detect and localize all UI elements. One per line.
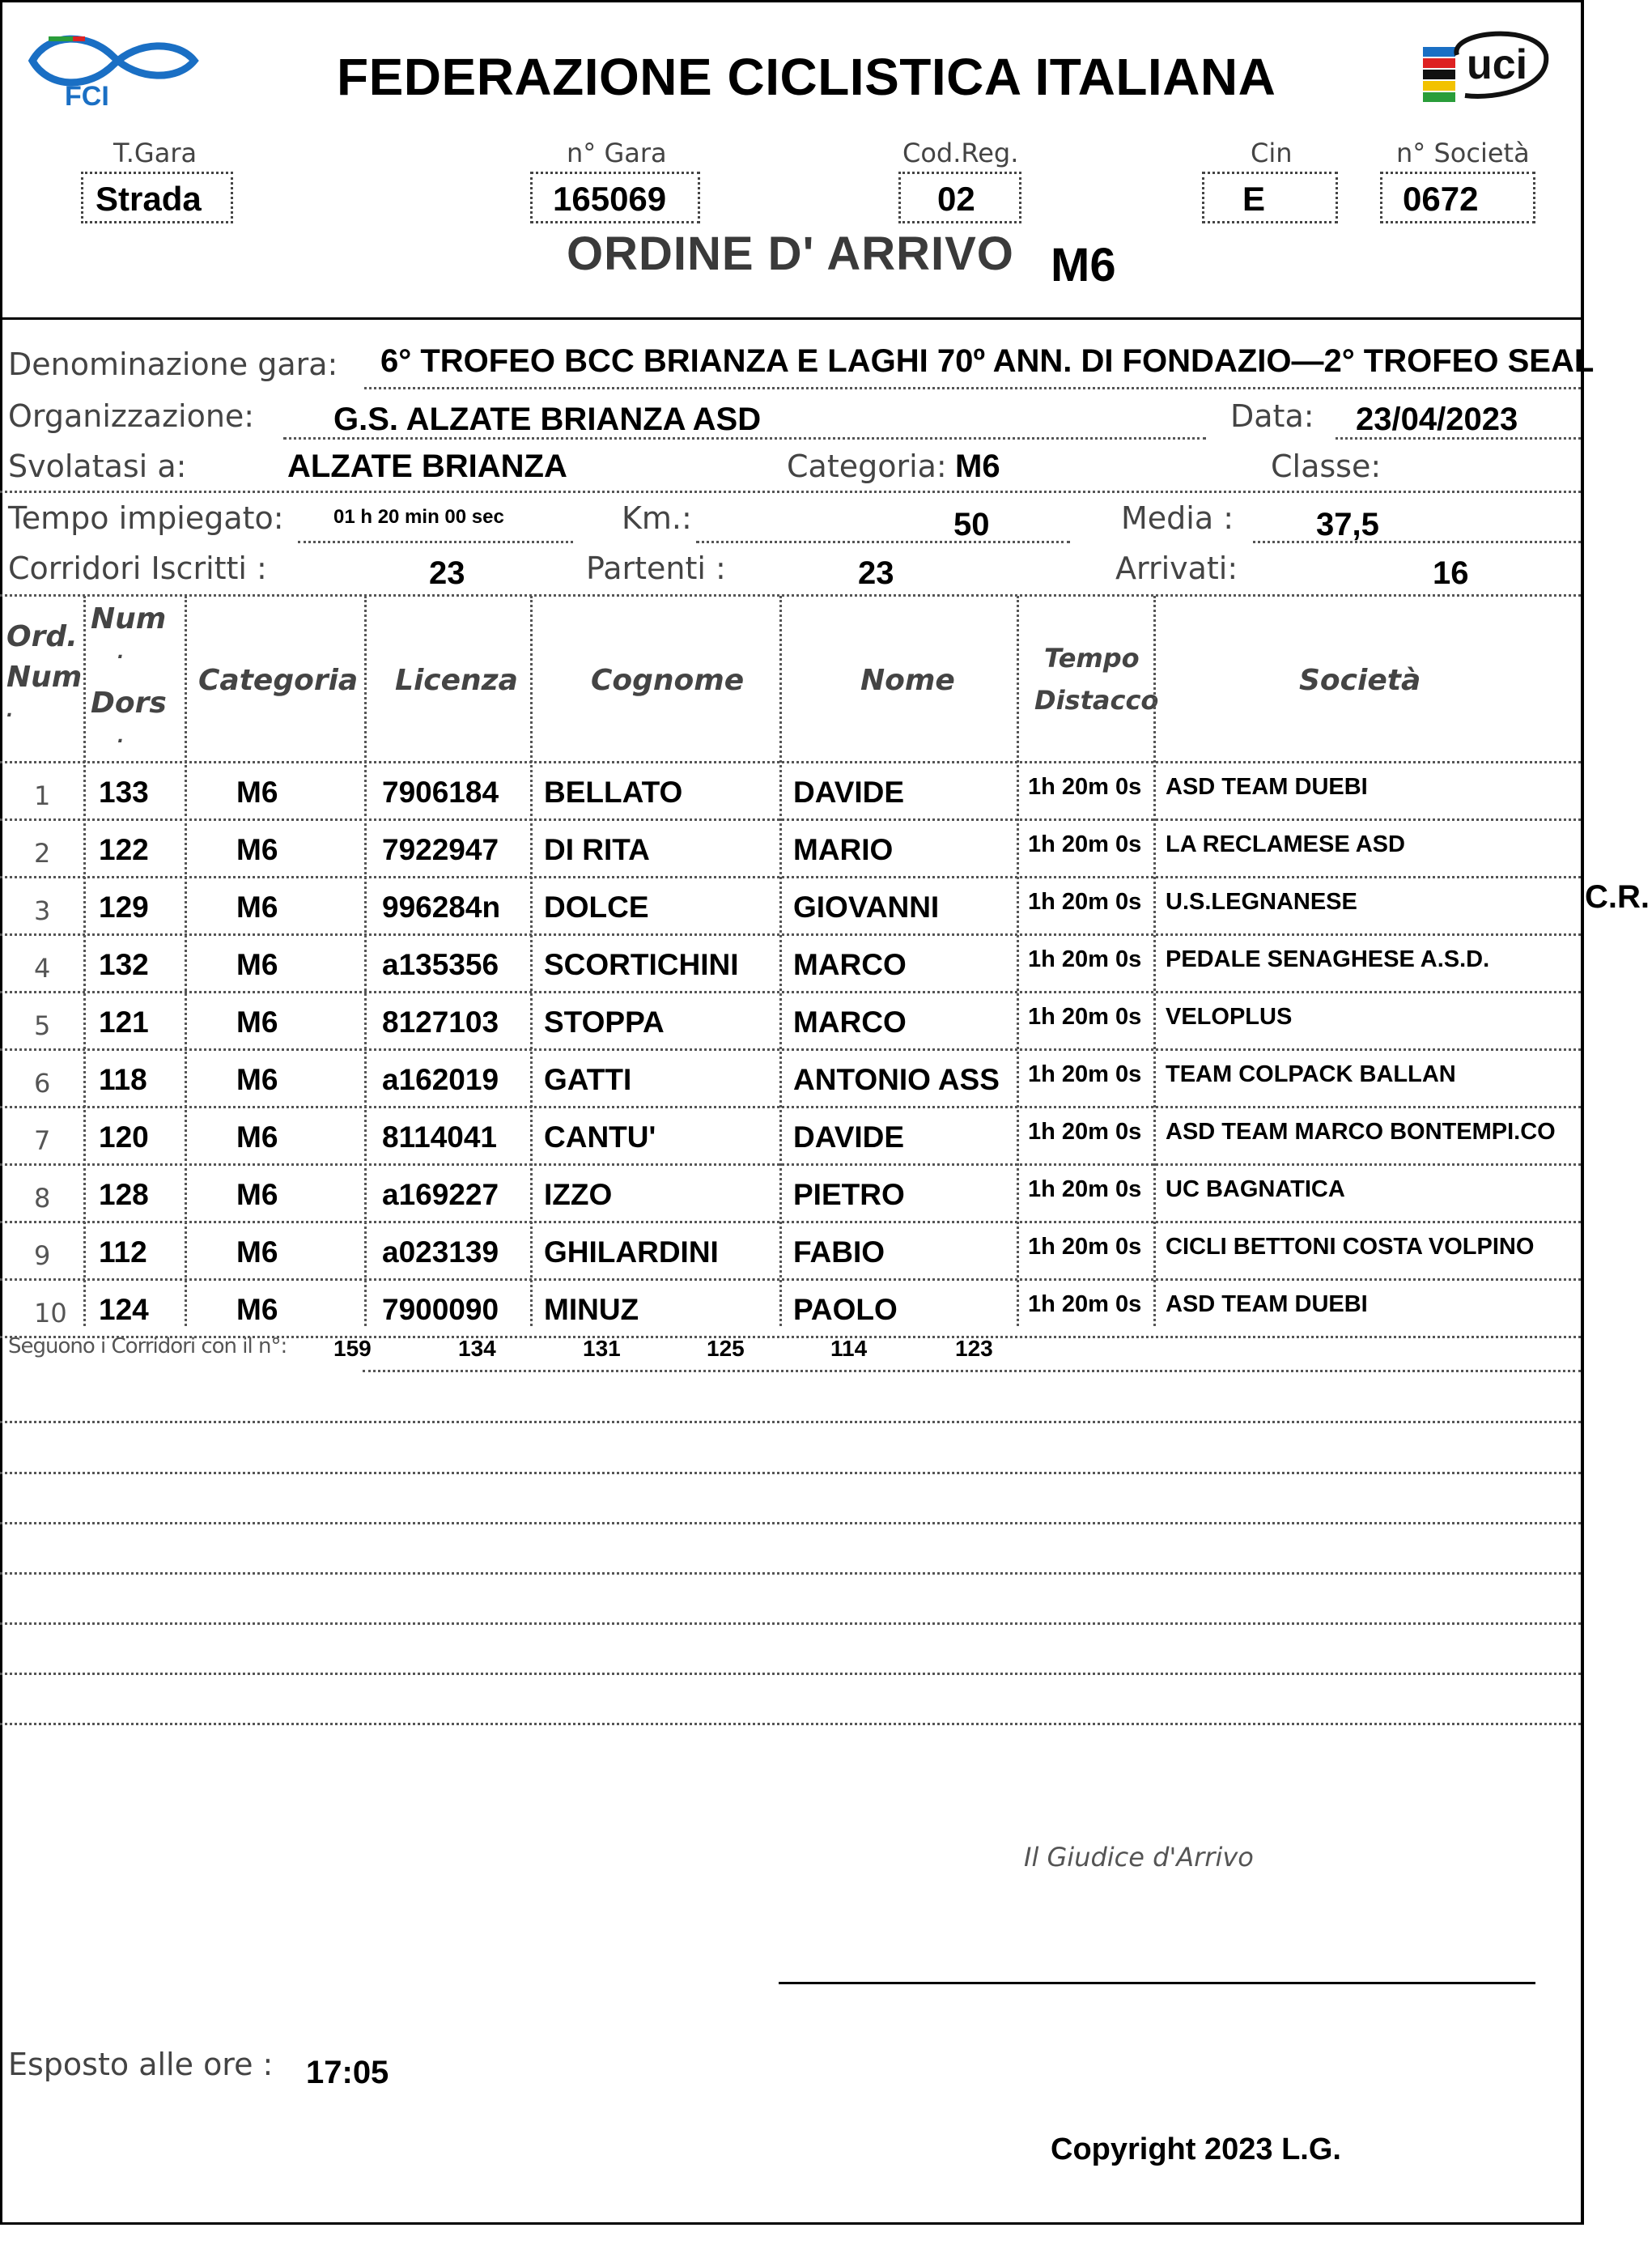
row-divider: [0, 1048, 1581, 1051]
cell-cat: M6: [236, 891, 278, 924]
th-societa: Società: [1299, 664, 1421, 697]
cell-nome: FABIO: [793, 1235, 885, 1269]
km-line: [696, 541, 1070, 543]
cell-licenza: 7922947: [382, 833, 499, 866]
arrivati-label: Arrivati:: [1115, 551, 1238, 586]
giudice-label: Il Giudice d'Arrivo: [1024, 1842, 1254, 1873]
th-num-2: .: [117, 643, 125, 663]
cell-ord: 8: [34, 1183, 51, 1214]
organizzazione-value: G.S. ALZATE BRIANZA ASD: [333, 402, 762, 437]
col-divider: [185, 596, 187, 1326]
iscritti-line: [0, 594, 1581, 597]
cell-tempo: 1h 20m 0s: [1028, 889, 1142, 915]
tempo-value: 01 h 20 min 00 sec: [333, 506, 504, 528]
cin-value: E: [1242, 180, 1266, 218]
cell-tempo: 1h 20m 0s: [1028, 1291, 1142, 1317]
cell-cat: M6: [236, 1235, 278, 1269]
cell-licenza: a169227: [382, 1178, 499, 1211]
cell-licenza: a135356: [382, 948, 499, 981]
row-divider: [0, 876, 1581, 878]
header-divider: [0, 317, 1584, 320]
cell-cat: M6: [236, 948, 278, 981]
data-value: 23/04/2023: [1356, 402, 1518, 437]
frame-right-border: [1581, 0, 1584, 2225]
cell-nome: PIETRO: [793, 1178, 905, 1211]
th-num-1: Num: [91, 602, 167, 636]
cell-cognome: SCORTICHINI: [544, 948, 739, 981]
cell-num: 112: [99, 1235, 147, 1269]
cell-tempo: 1h 20m 0s: [1028, 831, 1142, 857]
svolatasi-label: Svolatasi a:: [8, 449, 187, 484]
media-line: [1253, 541, 1581, 543]
cell-cat: M6: [236, 1178, 278, 1211]
cell-num: 121: [99, 1005, 149, 1039]
cell-tempo: 1h 20m 0s: [1028, 1061, 1142, 1087]
cell-nome: DAVIDE: [793, 1120, 905, 1154]
cell-societa: TEAM COLPACK BALLAN: [1166, 1061, 1456, 1087]
blank-line: [0, 1723, 1581, 1725]
cell-num: 133: [99, 776, 149, 809]
cell-ord: 5: [34, 1010, 51, 1041]
col-divider: [1153, 596, 1156, 1326]
cell-cognome: MINUZ: [544, 1293, 639, 1326]
tempo-label: Tempo impiegato:: [8, 500, 284, 536]
cell-num: 120: [99, 1120, 149, 1154]
signature-line: [779, 1982, 1535, 1984]
cell-cat: M6: [236, 833, 278, 866]
esposto-label: Esposto alle ore :: [8, 2047, 274, 2082]
categoria-value: M6: [955, 449, 1000, 484]
categoria-label: Categoria:: [787, 449, 947, 484]
col-divider: [530, 596, 533, 1326]
th-tempo-2: Distacco: [1034, 685, 1159, 716]
esposto-value: 17:05: [306, 2055, 389, 2090]
blank-line: [0, 1622, 1581, 1625]
cell-tempo: 1h 20m 0s: [1028, 1234, 1142, 1260]
seguono-number: 134: [458, 1336, 496, 1361]
denominazione-value: 6° TROFEO BCC BRIANZA E LAGHI 70º ANN. DI FONDAZIO—2° TROFEO SEAL: [380, 343, 1595, 379]
th-licenza: Licenza: [395, 664, 518, 697]
seguono-line: [363, 1370, 1581, 1372]
tgara-label: T.Gara: [113, 138, 197, 168]
seguono-number: 114: [830, 1336, 868, 1361]
cell-num: 122: [99, 833, 149, 866]
cell-tempo: 1h 20m 0s: [1028, 1004, 1142, 1030]
row-divider: [0, 991, 1581, 993]
cell-licenza: 7906184: [382, 776, 499, 809]
cell-ord: 9: [34, 1240, 51, 1271]
blank-line: [0, 1572, 1581, 1575]
col-divider: [1017, 596, 1019, 1326]
svolatasi-value: ALZATE BRIANZA: [287, 449, 567, 484]
fci-logo: [24, 24, 202, 113]
cell-societa: VELOPLUS: [1166, 1004, 1293, 1030]
blank-line: [0, 1522, 1581, 1524]
cell-ord: 3: [34, 895, 51, 926]
cell-tempo: 1h 20m 0s: [1028, 774, 1142, 800]
media-value: 37,5: [1316, 507, 1379, 542]
col-divider: [83, 596, 86, 1326]
th-tempo-1: Tempo: [1044, 643, 1140, 674]
cell-num: 129: [99, 891, 149, 924]
cell-licenza: 8127103: [382, 1005, 499, 1039]
iscritti-label: Corridori Iscritti :: [8, 551, 267, 586]
cell-ord: 2: [34, 838, 51, 869]
cell-cognome: GHILARDINI: [544, 1235, 719, 1269]
cell-societa: UC BAGNATICA: [1166, 1176, 1345, 1202]
cell-tempo: 1h 20m 0s: [1028, 1119, 1142, 1145]
cin-label: Cin: [1251, 138, 1293, 168]
cell-licenza: 996284n: [382, 891, 501, 924]
cin-box: [1202, 172, 1338, 223]
nsocieta-label: n° Società: [1396, 138, 1530, 168]
cell-societa: U.S.LEGNANESE: [1166, 889, 1357, 915]
cell-ord: 1: [34, 780, 51, 811]
cell-cognome: DI RITA: [544, 833, 650, 866]
blank-line: [0, 1472, 1581, 1474]
cell-cat: M6: [236, 1293, 278, 1326]
svolatasi-line: [0, 491, 1581, 493]
seguono-number: 125: [707, 1336, 745, 1361]
cell-tempo: 1h 20m 0s: [1028, 1176, 1142, 1202]
row-divider: [0, 1221, 1581, 1223]
classe-label: Classe:: [1271, 449, 1382, 484]
frame-top-border: [0, 0, 1584, 2]
th-cognome: Cognome: [591, 664, 745, 697]
codreg-value: 02: [937, 180, 975, 218]
cell-nome: MARIO: [793, 833, 894, 866]
cell-num: 132: [99, 948, 149, 981]
cell-nome: MARCO: [793, 948, 907, 981]
cell-cognome: CANTU': [544, 1120, 656, 1154]
frame-left-border: [0, 0, 2, 2225]
cell-nome: DAVIDE: [793, 776, 905, 809]
cell-cognome: IZZO: [544, 1178, 613, 1211]
arrivati-value: 16: [1433, 555, 1469, 591]
uci-logo-text: uci: [1467, 41, 1528, 88]
blank-line: [0, 1421, 1581, 1423]
partenti-value: 23: [858, 555, 894, 591]
cell-societa: CICLI BETTONI COSTA VOLPINO: [1166, 1234, 1535, 1260]
cell-cognome: DOLCE: [544, 891, 649, 924]
th-ord-3: .: [6, 701, 14, 721]
cell-societa: ASD TEAM DUEBI: [1166, 774, 1368, 800]
data-label: Data:: [1230, 398, 1314, 434]
cell-societa: PEDALE SENAGHESE A.S.D.: [1166, 946, 1490, 972]
cell-num: 118: [99, 1063, 147, 1096]
th-categoria: Categoria: [198, 664, 359, 697]
media-label: Media :: [1121, 500, 1234, 536]
cell-nome: MARCO: [793, 1005, 907, 1039]
th-num-3: Dors: [91, 687, 167, 720]
ngara-label: n° Gara: [567, 138, 667, 168]
seguono-number: 159: [333, 1336, 372, 1361]
cell-licenza: a162019: [382, 1063, 499, 1096]
page-title: FEDERAZIONE CICLISTICA ITALIANA: [337, 48, 1276, 106]
row-divider: [0, 1278, 1581, 1281]
cell-nome: GIOVANNI: [793, 891, 940, 924]
cell-societa: ASD TEAM MARCO BONTEMPI.CO: [1166, 1119, 1556, 1145]
km-value: 50: [953, 507, 990, 542]
th-ord-2: Num: [6, 661, 83, 694]
cell-ord: 6: [34, 1068, 51, 1099]
uci-logo: [1416, 23, 1554, 112]
cell-societa: ASD TEAM DUEBI: [1166, 1291, 1368, 1317]
seguono-number: 123: [955, 1336, 993, 1361]
nsocieta-value: 0672: [1403, 180, 1479, 218]
th-ord-1: Ord.: [6, 620, 78, 653]
row-divider: [0, 1106, 1581, 1108]
ngara-value: 165069: [553, 180, 667, 218]
subtitle: ORDINE D' ARRIVO: [567, 227, 1014, 280]
cell-tempo: 1h 20m 0s: [1028, 946, 1142, 972]
iscritti-value: 23: [429, 555, 465, 591]
cell-cat: M6: [236, 776, 278, 809]
side-note: C.R.: [1585, 879, 1650, 915]
km-label: Km.:: [622, 500, 692, 536]
row-divider: [0, 818, 1581, 821]
cell-ord: 7: [34, 1125, 51, 1156]
col-divider: [779, 596, 782, 1326]
cell-cognome: GATTI: [544, 1063, 632, 1096]
copyright: Copyright 2023 L.G.: [1051, 2132, 1341, 2166]
seguono-number: 131: [583, 1336, 621, 1361]
cell-licenza: 8114041: [382, 1120, 498, 1154]
cell-cat: M6: [236, 1005, 278, 1039]
th-num-4: .: [117, 727, 125, 747]
header-row-line: [0, 761, 1581, 763]
th-nome: Nome: [860, 664, 955, 697]
cell-ord: 10: [34, 1298, 67, 1329]
cell-cognome: BELLATO: [544, 776, 683, 809]
organizzazione-line: [283, 437, 1206, 440]
frame-bottom-border: [0, 2222, 1584, 2225]
row-divider: [0, 933, 1581, 936]
cell-cat: M6: [236, 1120, 278, 1154]
partenti-label: Partenti :: [586, 551, 726, 586]
organizzazione-label: Organizzazione:: [8, 398, 255, 434]
col-divider: [364, 596, 367, 1326]
blank-line: [0, 1673, 1581, 1675]
cell-num: 124: [99, 1293, 149, 1326]
cell-nome: ANTONIO ASS: [793, 1063, 1000, 1096]
denominazione-label: Denominazione gara:: [8, 346, 338, 382]
cell-licenza: 7900090: [382, 1293, 499, 1326]
tempo-line: [298, 541, 573, 543]
cell-nome: PAOLO: [793, 1293, 898, 1326]
cell-licenza: a023139: [382, 1235, 499, 1269]
denominazione-line: [364, 387, 1581, 389]
tgara-value: Strada: [96, 180, 202, 218]
cell-cat: M6: [236, 1063, 278, 1096]
category-big: M6: [1051, 239, 1116, 291]
row-divider: [0, 1163, 1581, 1166]
cell-societa: LA RECLAMESE ASD: [1166, 831, 1405, 857]
cell-ord: 4: [34, 953, 51, 984]
fci-logo-text: FCI: [65, 81, 109, 112]
seguono-label: Seguono i Corridori con il n°:: [8, 1334, 287, 1358]
codreg-label: Cod.Reg.: [902, 138, 1019, 168]
cell-num: 128: [99, 1178, 149, 1211]
cell-cognome: STOPPA: [544, 1005, 665, 1039]
data-line: [1336, 437, 1581, 440]
